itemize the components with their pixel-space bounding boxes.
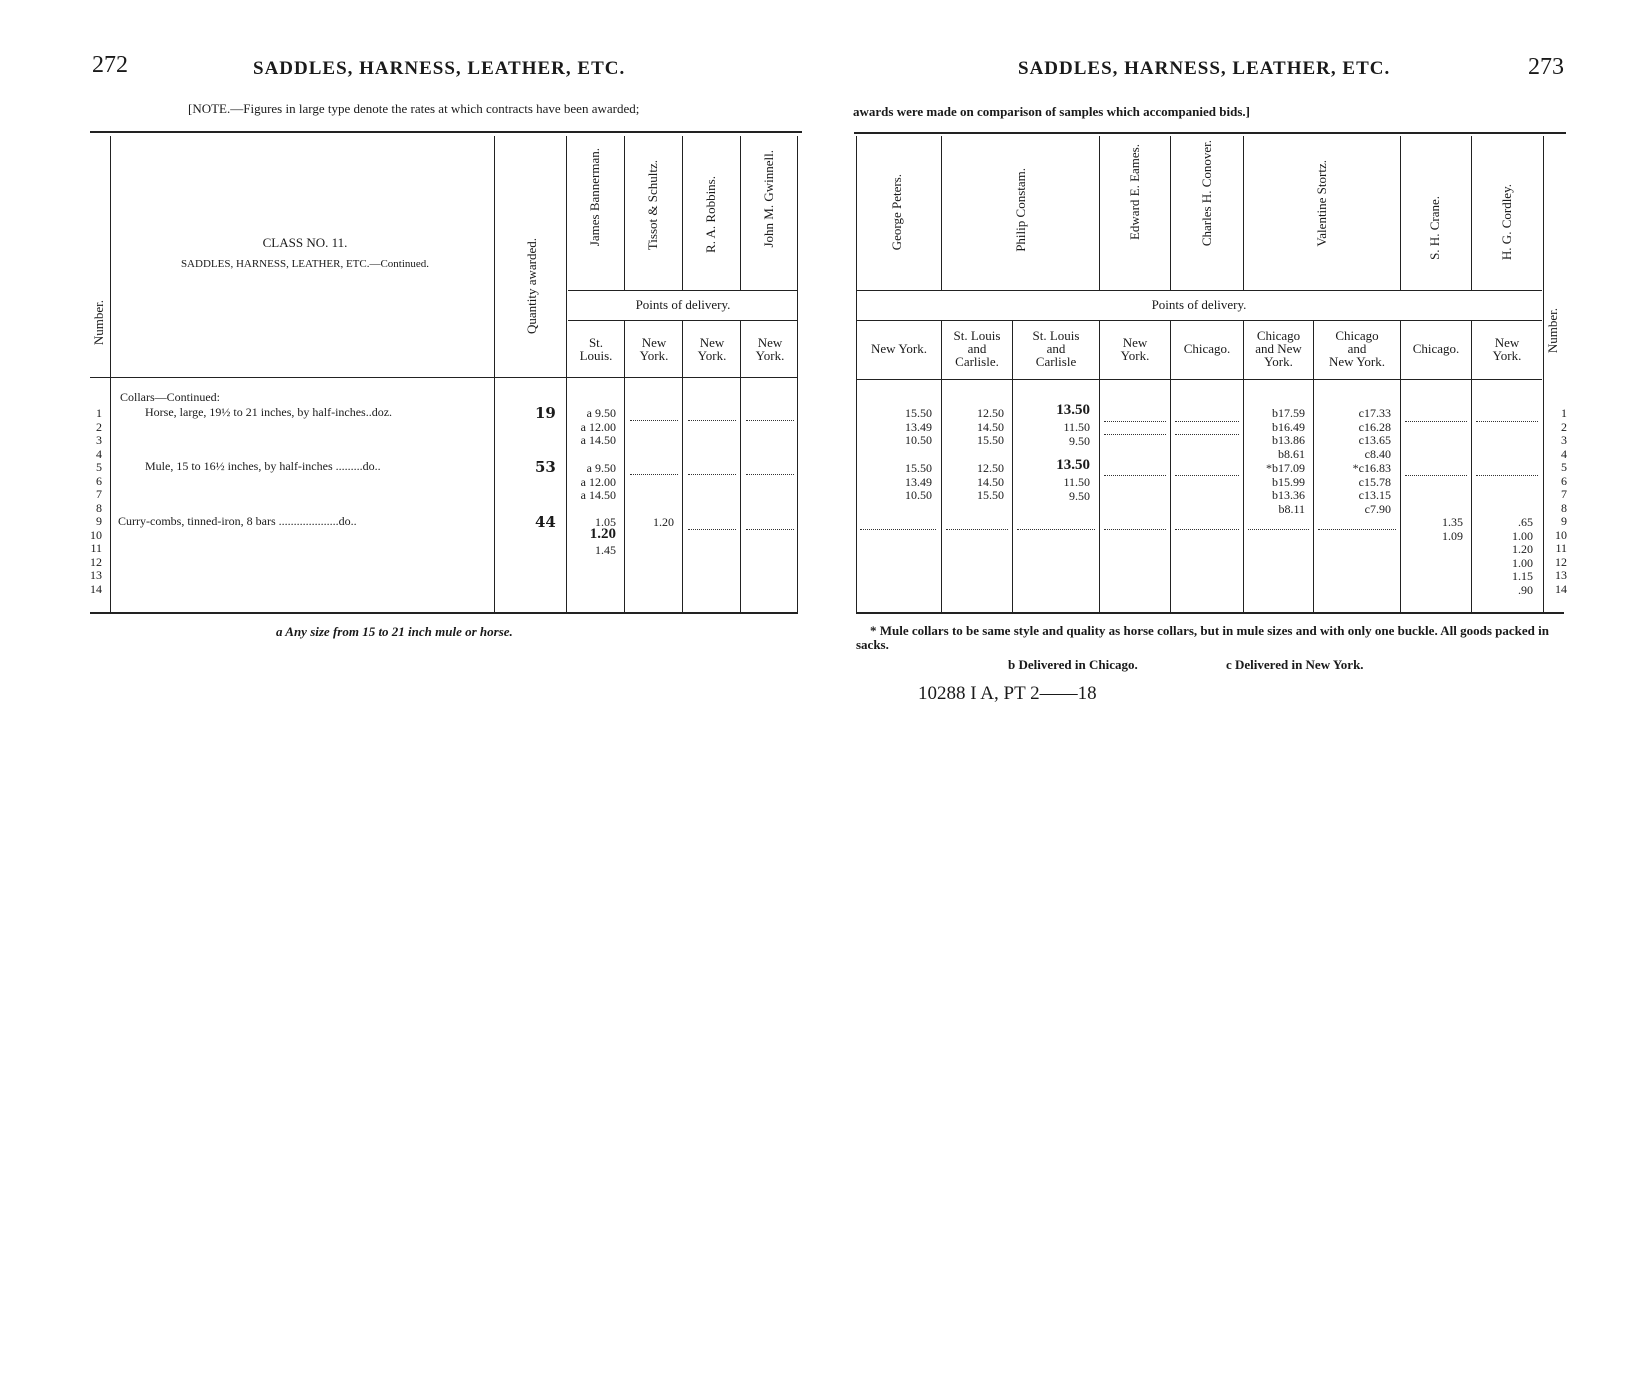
right-row-numbers: 1 2 3 4 5 6 7 8 9 10 11 12 13 14 — [1555, 406, 1567, 596]
delivery-constam-1: St. Louis and Carlisle. — [953, 328, 1001, 369]
left-running-head: SADDLES, HARNESS, LEATHER, ETC. — [253, 58, 626, 79]
left-number-header: Number. — [91, 300, 106, 346]
crane-curry: 1.35 1.09 — [1442, 515, 1463, 543]
stortz-1-horse: b17.59 b16.49 b13.86 b8.61 — [1272, 406, 1305, 461]
constam-2-horse-award: 13.50 — [1056, 402, 1090, 418]
cordley-curry: .65 1.00 1.20 1.00 1.15 .90 — [1512, 515, 1533, 597]
right-number-header: Number. — [1545, 308, 1560, 354]
qty-mule: 53 — [535, 458, 556, 476]
delivery-conover: Chicago. — [1183, 341, 1231, 356]
right-points-of-delivery: Points of delivery. — [1151, 297, 1247, 312]
bidder-cordley: H. G. Cordley. — [1499, 184, 1514, 261]
delivery-stortz-2: Chicago and New York. — [1329, 328, 1385, 369]
right-footnote-b: b Delivered in Chicago. — [1008, 657, 1138, 672]
signature-mark: 10288 I A, PT 2——18 — [918, 683, 1097, 704]
delivery-st-louis: St. Louis. — [579, 335, 613, 363]
right-page-number: 273 — [1528, 54, 1564, 80]
delivery-eames: New York. — [1120, 335, 1150, 363]
stortz-1-mule: *b17.09 b15.99 b13.36 b8.11 — [1266, 461, 1305, 516]
left-points-of-delivery: Points of delivery. — [635, 297, 731, 312]
bidder-bannerman: James Bannerman. — [587, 148, 602, 247]
left-page-number: 272 — [92, 52, 128, 78]
bidder-peters: George Peters. — [889, 174, 904, 251]
delivery-new-york-2: New York. — [697, 335, 727, 363]
bidder-constam: Philip Constam. — [1013, 168, 1028, 252]
qty-curry: 44 — [535, 513, 556, 531]
delivery-stortz-1: Chicago and New York. — [1255, 328, 1302, 369]
bannerman-curry-3: 1.45 — [595, 543, 616, 557]
left-note: [NOTE.—Figures in large type denote the rates at which contracts have been awarded; — [188, 101, 640, 116]
item-horse-collars: Horse, large, 19½ to 21 inches, by half-inches..doz. — [145, 405, 393, 419]
delivery-crane: Chicago. — [1412, 341, 1460, 356]
right-running-head: SADDLES, HARNESS, LEATHER, ETC. — [1018, 58, 1391, 79]
constam-1-horse: 12.50 14.50 15.50 — [977, 406, 1004, 447]
delivery-cordley: New York. — [1492, 335, 1522, 363]
bannerman-horse-prices: a 9.50 a 12.00 a 14.50 — [580, 406, 616, 447]
class-subtitle: SADDLES, HARNESS, LEATHER, ETC.—Continued. — [180, 258, 430, 270]
peters-mule: 15.50 13.49 10.50 — [905, 461, 932, 502]
right-footnote-star: * Mule collars to be same style and quality as horse collars, but in mule sizes and with only one buckle. All goods packed in sacks. — [856, 623, 1549, 652]
delivery-new-york-1: New York. — [639, 335, 669, 363]
delivery-new-york-3: New York. — [755, 335, 785, 363]
stortz-2-mule: *c16.83 c15.78 c13.15 c7.90 — [1352, 461, 1391, 516]
delivery-peters: New York. — [871, 341, 927, 356]
bidder-gwinnell: John M. Gwinnell. — [761, 150, 776, 248]
bidder-crane: S. H. Crane. — [1427, 196, 1442, 260]
bidder-tissot-schultz: Tissot & Schultz. — [645, 160, 660, 251]
item-section-collars: Collars—Continued: — [120, 390, 220, 404]
bidder-robbins: R. A. Robbins. — [703, 176, 718, 253]
bannerman-curry-2: 1.20 — [589, 526, 616, 542]
bannerman-mule-prices: a 9.50 a 12.00 a 14.50 — [580, 461, 616, 502]
constam-2-mule: 11.50 9.50 — [1063, 475, 1090, 503]
class-title: CLASS NO. 11. — [262, 235, 348, 250]
item-curry-combs: Curry-combs, tinned-iron, 8 bars ....................do.. — [118, 514, 357, 528]
bannerman-curry-1: 1.05 — [595, 515, 616, 529]
left-row-numbers: 1 2 3 4 5 6 7 8 9 10 11 12 13 14 — [90, 406, 102, 596]
item-mule-collars: Mule, 15 to 16½ inches, by half-inches .........do.. — [145, 459, 381, 473]
constam-1-mule: 12.50 14.50 15.50 — [977, 461, 1004, 502]
delivery-constam-2: St. Louis and Carlisle — [1032, 328, 1080, 369]
peters-horse: 15.50 13.49 10.50 — [905, 406, 932, 447]
stortz-2-horse: c17.33 c16.28 c13.65 c8.40 — [1358, 406, 1391, 461]
bidder-stortz: Valentine Stortz. — [1314, 160, 1329, 247]
bidder-conover: Charles H. Conover. — [1199, 140, 1214, 247]
right-note: awards were made on comparison of samples which accompanied bids.] — [853, 104, 1250, 119]
qty-horse: 19 — [535, 404, 556, 422]
right-footnote-c: c Delivered in New York. — [1226, 657, 1364, 672]
quantity-awarded-header: Quantity awarded. — [524, 238, 539, 335]
constam-2-mule-award: 13.50 — [1056, 457, 1090, 473]
left-footnote: a Any size from 15 to 21 inch mule or horse. — [276, 624, 513, 639]
constam-2-horse: 11.50 9.50 — [1063, 420, 1090, 448]
tissot-curry-price: 1.20 — [653, 515, 674, 529]
bidder-eames: Edward E. Eames. — [1127, 144, 1142, 241]
